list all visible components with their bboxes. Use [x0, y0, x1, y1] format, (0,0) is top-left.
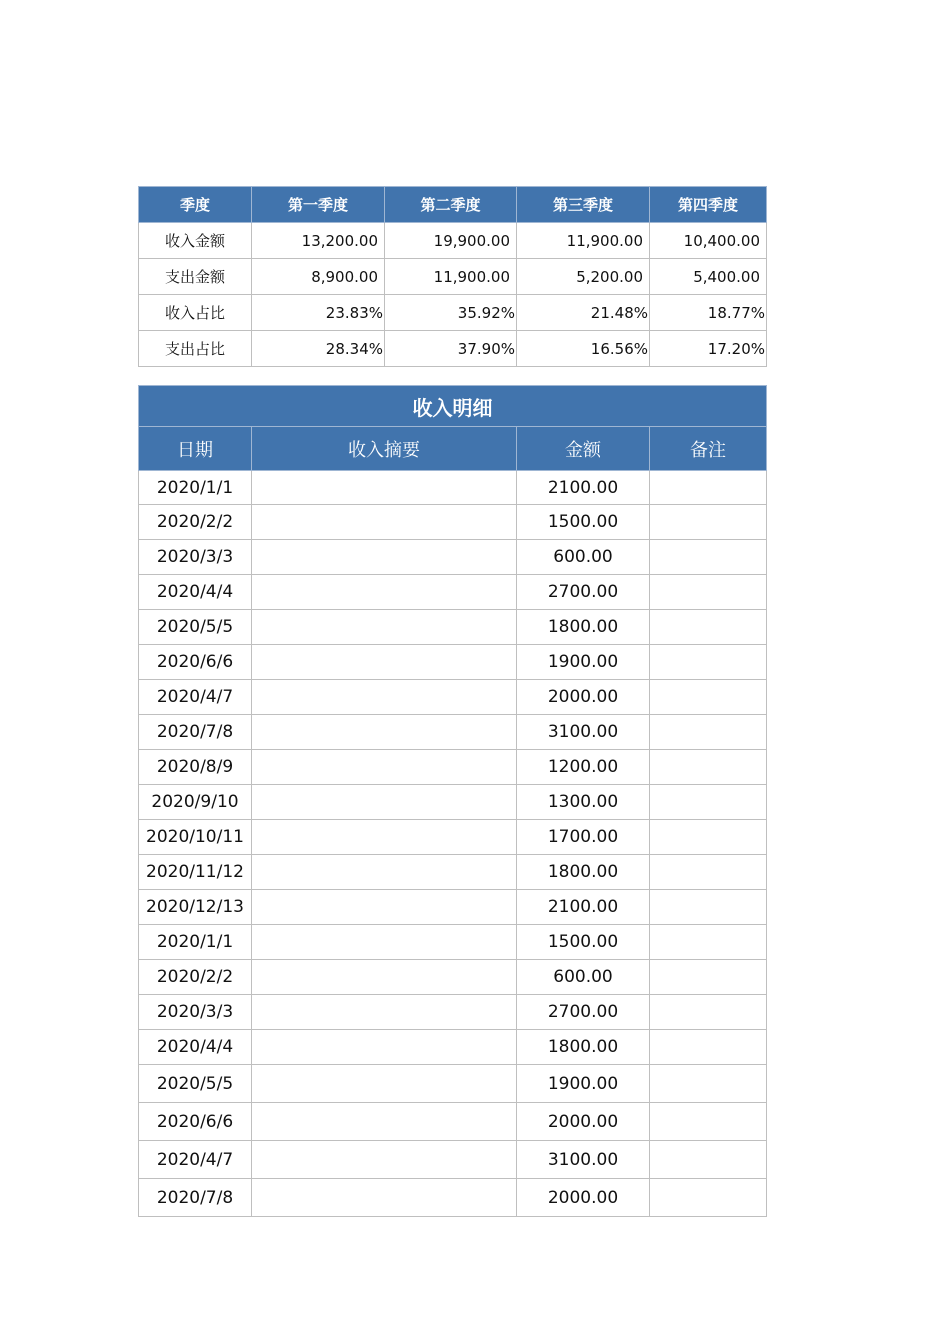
summary-cell[interactable]: [252, 575, 517, 610]
summary-cell[interactable]: [252, 785, 517, 820]
amount-cell[interactable]: 3100.00: [517, 715, 650, 750]
header-amount: 金额: [517, 427, 650, 471]
table-row: [139, 890, 767, 925]
summary-cell[interactable]: 11,900.00: [517, 223, 650, 259]
note-cell[interactable]: [650, 715, 767, 750]
header-q2: 第二季度: [385, 187, 517, 223]
row-label[interactable]: 支出占比: [139, 331, 252, 367]
date-cell[interactable]: 2020/4/7: [139, 1141, 252, 1179]
header-note: 备注: [650, 427, 767, 471]
date-cell[interactable]: 2020/2/2: [139, 505, 252, 540]
summary-cell[interactable]: 23.83%: [252, 295, 385, 331]
date-cell[interactable]: 2020/4/4: [139, 1030, 252, 1065]
amount-cell[interactable]: 1800.00: [517, 610, 650, 645]
summary-cell[interactable]: [252, 890, 517, 925]
amount-cell[interactable]: 600.00: [517, 960, 650, 995]
note-cell[interactable]: [650, 1030, 767, 1065]
detail-title: 收入明细: [139, 386, 767, 427]
row-label[interactable]: 收入占比: [139, 295, 252, 331]
summary-header-row: [139, 187, 767, 223]
summary-cell[interactable]: [252, 1065, 517, 1103]
summary-cell[interactable]: 16.56%: [517, 331, 650, 367]
table-row: [139, 471, 767, 505]
note-cell[interactable]: [650, 680, 767, 715]
summary-cell[interactable]: [252, 995, 517, 1030]
income-detail-table: [138, 385, 767, 1217]
amount-cell[interactable]: 2700.00: [517, 995, 650, 1030]
amount-cell[interactable]: 2100.00: [517, 471, 650, 505]
note-cell[interactable]: [650, 995, 767, 1030]
summary-row-expense-ratio: [139, 331, 767, 367]
date-cell[interactable]: 2020/4/7: [139, 680, 252, 715]
amount-cell[interactable]: 2000.00: [517, 1103, 650, 1141]
summary-cell[interactable]: 11,900.00: [385, 259, 517, 295]
summary-cell[interactable]: [252, 1103, 517, 1141]
note-cell[interactable]: [650, 505, 767, 540]
note-cell[interactable]: [650, 540, 767, 575]
table-row: [139, 750, 767, 785]
amount-cell[interactable]: 1900.00: [517, 645, 650, 680]
summary-cell[interactable]: 35.92%: [385, 295, 517, 331]
date-cell[interactable]: 2020/11/12: [139, 855, 252, 890]
summary-cell[interactable]: [252, 610, 517, 645]
date-cell[interactable]: 2020/5/5: [139, 610, 252, 645]
table-row: [139, 960, 767, 995]
amount-cell[interactable]: 2700.00: [517, 575, 650, 610]
date-cell[interactable]: 2020/8/9: [139, 750, 252, 785]
table-row: [139, 785, 767, 820]
detail-header-row: [139, 427, 767, 471]
note-cell[interactable]: [650, 471, 767, 505]
date-cell[interactable]: 2020/9/10: [139, 785, 252, 820]
note-cell[interactable]: [650, 1179, 767, 1217]
row-label[interactable]: 支出金额: [139, 259, 252, 295]
summary-row-income-ratio: [139, 295, 767, 331]
amount-cell[interactable]: 2000.00: [517, 1179, 650, 1217]
summary-cell[interactable]: 8,900.00: [252, 259, 385, 295]
note-cell[interactable]: [650, 960, 767, 995]
amount-cell[interactable]: 1700.00: [517, 820, 650, 855]
summary-cell[interactable]: [252, 540, 517, 575]
summary-cell[interactable]: 28.34%: [252, 331, 385, 367]
table-row: [139, 575, 767, 610]
summary-cell[interactable]: [252, 505, 517, 540]
date-cell[interactable]: 2020/10/11: [139, 820, 252, 855]
summary-cell[interactable]: [252, 1179, 517, 1217]
table-row: [139, 1030, 767, 1065]
amount-cell[interactable]: 1300.00: [517, 785, 650, 820]
table-row: [139, 1179, 767, 1217]
note-cell[interactable]: [650, 820, 767, 855]
date-cell[interactable]: 2020/3/3: [139, 540, 252, 575]
amount-cell[interactable]: 2100.00: [517, 890, 650, 925]
summary-cell[interactable]: 37.90%: [385, 331, 517, 367]
amount-cell[interactable]: 1500.00: [517, 505, 650, 540]
date-cell[interactable]: 2020/6/6: [139, 645, 252, 680]
summary-cell[interactable]: [252, 680, 517, 715]
table-row: [139, 645, 767, 680]
summary-cell[interactable]: 10,400.00: [650, 223, 767, 259]
summary-cell[interactable]: [252, 715, 517, 750]
summary-cell[interactable]: 19,900.00: [385, 223, 517, 259]
summary-cell[interactable]: 13,200.00: [252, 223, 385, 259]
summary-cell[interactable]: [252, 855, 517, 890]
table-row: [139, 540, 767, 575]
summary-row-income: [139, 223, 767, 259]
summary-cell[interactable]: 21.48%: [517, 295, 650, 331]
date-cell[interactable]: 2020/2/2: [139, 960, 252, 995]
table-row: [139, 505, 767, 540]
header-date: 日期: [139, 427, 252, 471]
note-cell[interactable]: [650, 1065, 767, 1103]
summary-cell[interactable]: [252, 925, 517, 960]
note-cell[interactable]: [650, 890, 767, 925]
detail-title-row: [139, 386, 767, 427]
note-cell[interactable]: [650, 785, 767, 820]
table-row: [139, 820, 767, 855]
amount-cell[interactable]: 600.00: [517, 540, 650, 575]
summary-cell[interactable]: [252, 820, 517, 855]
amount-cell[interactable]: 2000.00: [517, 680, 650, 715]
note-cell[interactable]: [650, 1141, 767, 1179]
amount-cell[interactable]: 1200.00: [517, 750, 650, 785]
amount-cell[interactable]: 1500.00: [517, 925, 650, 960]
summary-row-expense: [139, 259, 767, 295]
amount-cell[interactable]: 3100.00: [517, 1141, 650, 1179]
note-cell[interactable]: [650, 1103, 767, 1141]
date-cell[interactable]: 2020/3/3: [139, 995, 252, 1030]
table-row: [139, 1141, 767, 1179]
note-cell[interactable]: [650, 750, 767, 785]
summary-cell[interactable]: [252, 1030, 517, 1065]
summary-cell[interactable]: [252, 471, 517, 505]
date-cell[interactable]: 2020/6/6: [139, 1103, 252, 1141]
summary-cell[interactable]: 5,400.00: [650, 259, 767, 295]
header-q4: 第四季度: [650, 187, 767, 223]
summary-cell[interactable]: [252, 1141, 517, 1179]
table-row: [139, 1103, 767, 1141]
date-cell[interactable]: 2020/7/8: [139, 1179, 252, 1217]
table-row: [139, 855, 767, 890]
header-income-summary: 收入摘要: [252, 427, 517, 471]
date-cell[interactable]: 2020/7/8: [139, 715, 252, 750]
header-q3: 第三季度: [517, 187, 650, 223]
summary-cell[interactable]: [252, 750, 517, 785]
row-label[interactable]: 收入金额: [139, 223, 252, 259]
note-cell[interactable]: [650, 645, 767, 680]
date-cell[interactable]: 2020/1/1: [139, 925, 252, 960]
summary-cell[interactable]: 5,200.00: [517, 259, 650, 295]
header-quarter: 季度: [139, 187, 252, 223]
amount-cell[interactable]: 1800.00: [517, 1030, 650, 1065]
detail-body: [139, 471, 767, 1217]
date-cell[interactable]: 2020/12/13: [139, 890, 252, 925]
table-row: [139, 995, 767, 1030]
summary-cell[interactable]: 17.20%: [650, 331, 767, 367]
summary-cell[interactable]: [252, 645, 517, 680]
note-cell[interactable]: [650, 610, 767, 645]
table-row: [139, 715, 767, 750]
summary-cell[interactable]: [252, 960, 517, 995]
table-row: [139, 925, 767, 960]
note-cell[interactable]: [650, 925, 767, 960]
date-cell[interactable]: 2020/1/1: [139, 471, 252, 505]
date-cell[interactable]: 2020/5/5: [139, 1065, 252, 1103]
note-cell[interactable]: [650, 575, 767, 610]
amount-cell[interactable]: 1800.00: [517, 855, 650, 890]
date-cell[interactable]: 2020/4/4: [139, 575, 252, 610]
note-cell[interactable]: [650, 855, 767, 890]
header-q1: 第一季度: [252, 187, 385, 223]
amount-cell[interactable]: 1900.00: [517, 1065, 650, 1103]
table-row: [139, 610, 767, 645]
quarterly-summary-table: [138, 186, 767, 367]
table-row: [139, 1065, 767, 1103]
table-row: [139, 680, 767, 715]
summary-cell[interactable]: 18.77%: [650, 295, 767, 331]
